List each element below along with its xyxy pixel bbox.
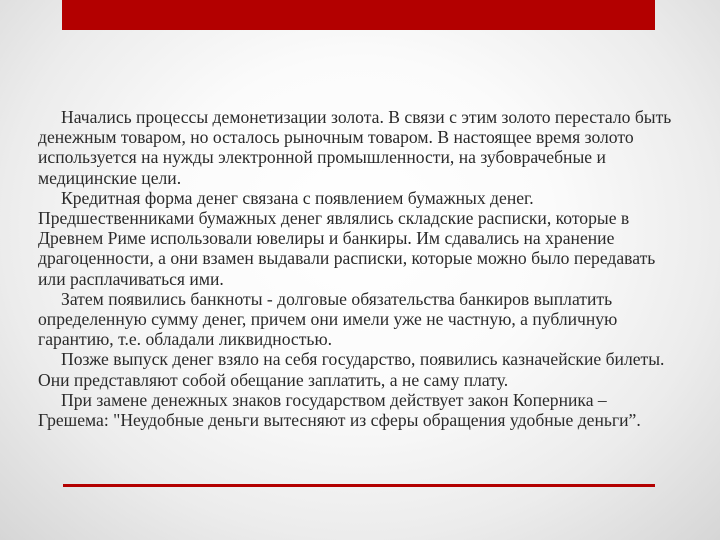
paragraph-credit-money: Кредитная форма денег связана с появлением бумажных денег. Предшественниками бумажных денег являлись складские расписки, которые в Древнем Риме использовали ювелиры и банкиры. Им сдавались на хранение драгоценности, а они взамен выдавали расписки, которые можно было передавать или расплачиваться ими. (38, 187, 656, 289)
slide-body-text (38, 107, 678, 430)
paragraph-treasury-notes: Позже выпуск денег взяло на себя государство, появились казначейские билеты. Они представляют собой обещание заплатить, а не саму плату. (38, 349, 665, 390)
paragraph-gresham-law: При замене денежных знаков государством действует закон Коперника – Грешема: "Неудобные деньги вытесняют из сферы обращения удобные деньги”. (38, 389, 641, 431)
paragraph-gold-demonetization: Начались процессы демонетизации золота. В связи с этим золото перестало быть денежным товаром, но осталось рыночным товаром. В настоящее время золото используется на нужды электронной промышленности, на зубоврачебные и медицинские цели. (38, 107, 672, 188)
top-accent-bar (62, 0, 655, 30)
bottom-accent-rule (63, 484, 655, 487)
paragraph-banknotes: Затем появились банкноты - долговые обязательства банкиров выплатить определенную сумму денег, причем они имели уже не частную, а публичную гарантию, т.е. обладали ликвидностью. (38, 288, 618, 350)
